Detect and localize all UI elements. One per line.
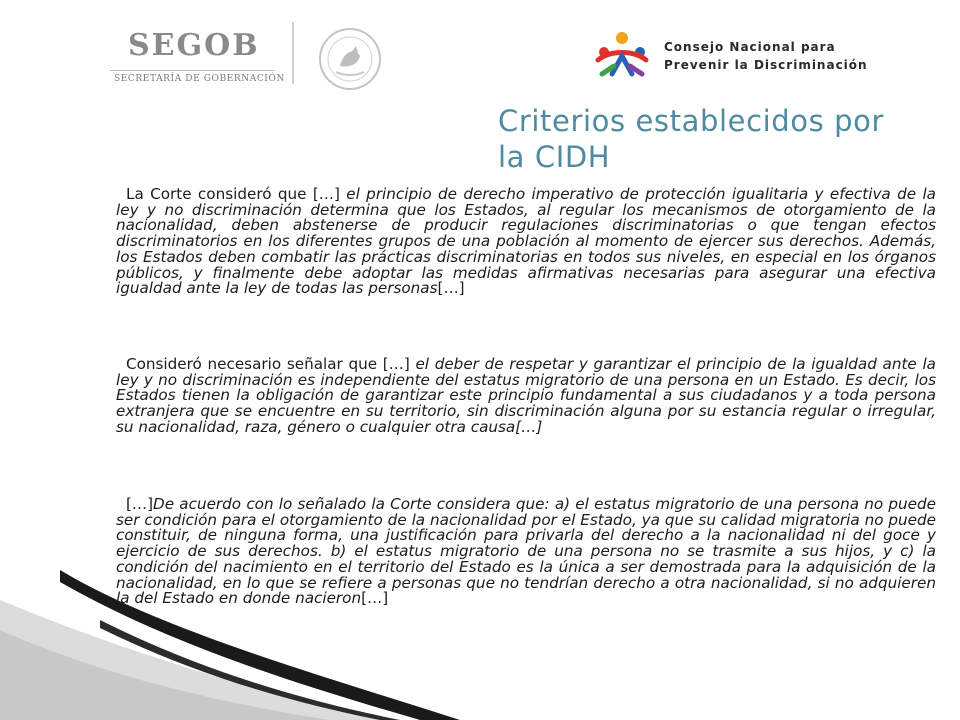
slide-title — [498, 103, 918, 175]
segob-wordmark: SEGOB — [128, 28, 260, 63]
slide-title-line1: Criterios establecidos por — [498, 104, 885, 138]
paragraph-1-tail: […] — [437, 279, 465, 298]
paragraph-1-lead: La Corte consideró que […] — [126, 185, 347, 203]
paragraph-3 — [116, 497, 936, 607]
paragraph-3-tail: […] — [361, 589, 389, 608]
segob-subtitle: SECRETARÍA DE GOBERNACIÓN — [114, 74, 285, 84]
paragraph-2-quote: el deber de respetar y garantizar el principio de la igualdad ante la ley y no discriminación es independiente del estatus migratorio de una persona en un Estado. Es decir, los Estados tienen la obligación de garantizar este principio fundamental a sus ciudadanos y a toda persona extranjera que se encuentre en su territorio, sin discriminación alguna por su estancia regular o irregular, su nacionalidad, raza, género o cualquier otra causa[…] — [116, 355, 936, 436]
conapred-emblem-icon — [592, 30, 652, 82]
coat-of-arms-icon — [300, 24, 400, 94]
paragraph-3-lead: […] — [126, 495, 154, 513]
segob-logo — [110, 22, 400, 84]
paragraph-2 — [116, 357, 936, 436]
paragraph-3-quote: De acuerdo con lo señalado la Corte considera que: a) el estatus migratorio de una persona no puede ser condición para el otorgamiento de la nacionalidad por el Estado, ya que su calidad migratoria no puede constituir, de ninguna forma, una justificación para privarla del derecho a la nacionalidad ni del goce y ejercicio de sus derechos. b) el estatus migratorio de una persona no se trasmite a sus hijos, y c) la condición del nacimiento en el territorio del Estado es la única a ser demostrada para la adquisición de la nacionalidad, en lo que se refiere a personas que no tendrían derecho a otra nacionalidad, si no adquieren la del Estado en donde nacieron — [116, 495, 936, 608]
conapred-name-line1: Consejo Nacional para — [664, 40, 836, 54]
logo-divider — [292, 22, 294, 84]
paragraph-1-quote: el principio de derecho imperativo de protección igualitaria y efectiva de la ley y no discriminación determina que los Estados, al regular los mecanismos de otorgamiento de la nacionalidad, deben abstenerse de producir regulaciones discriminatorias o que tengan efectos discriminatorios en los diferentes grupos de una población al momento de ejercer sus derechos. Además, los Estados deben combatir las prácticas discriminatorias en todos sus niveles, en especial en los órganos públicos, y finalmente debe adoptar las medidas afirmativas necesarias para asegurar una efectiva igualdad ante la ley de todas las personas — [116, 185, 936, 298]
conapred-logo — [592, 30, 882, 86]
paragraph-2-lead: Consideró necesario señalar que […] — [126, 355, 416, 373]
segob-rule — [110, 70, 275, 71]
paragraph-1 — [116, 187, 936, 297]
conapred-name-line2: Prevenir la Discriminación — [664, 58, 868, 72]
slide-title-line2: la CIDH — [498, 140, 611, 174]
